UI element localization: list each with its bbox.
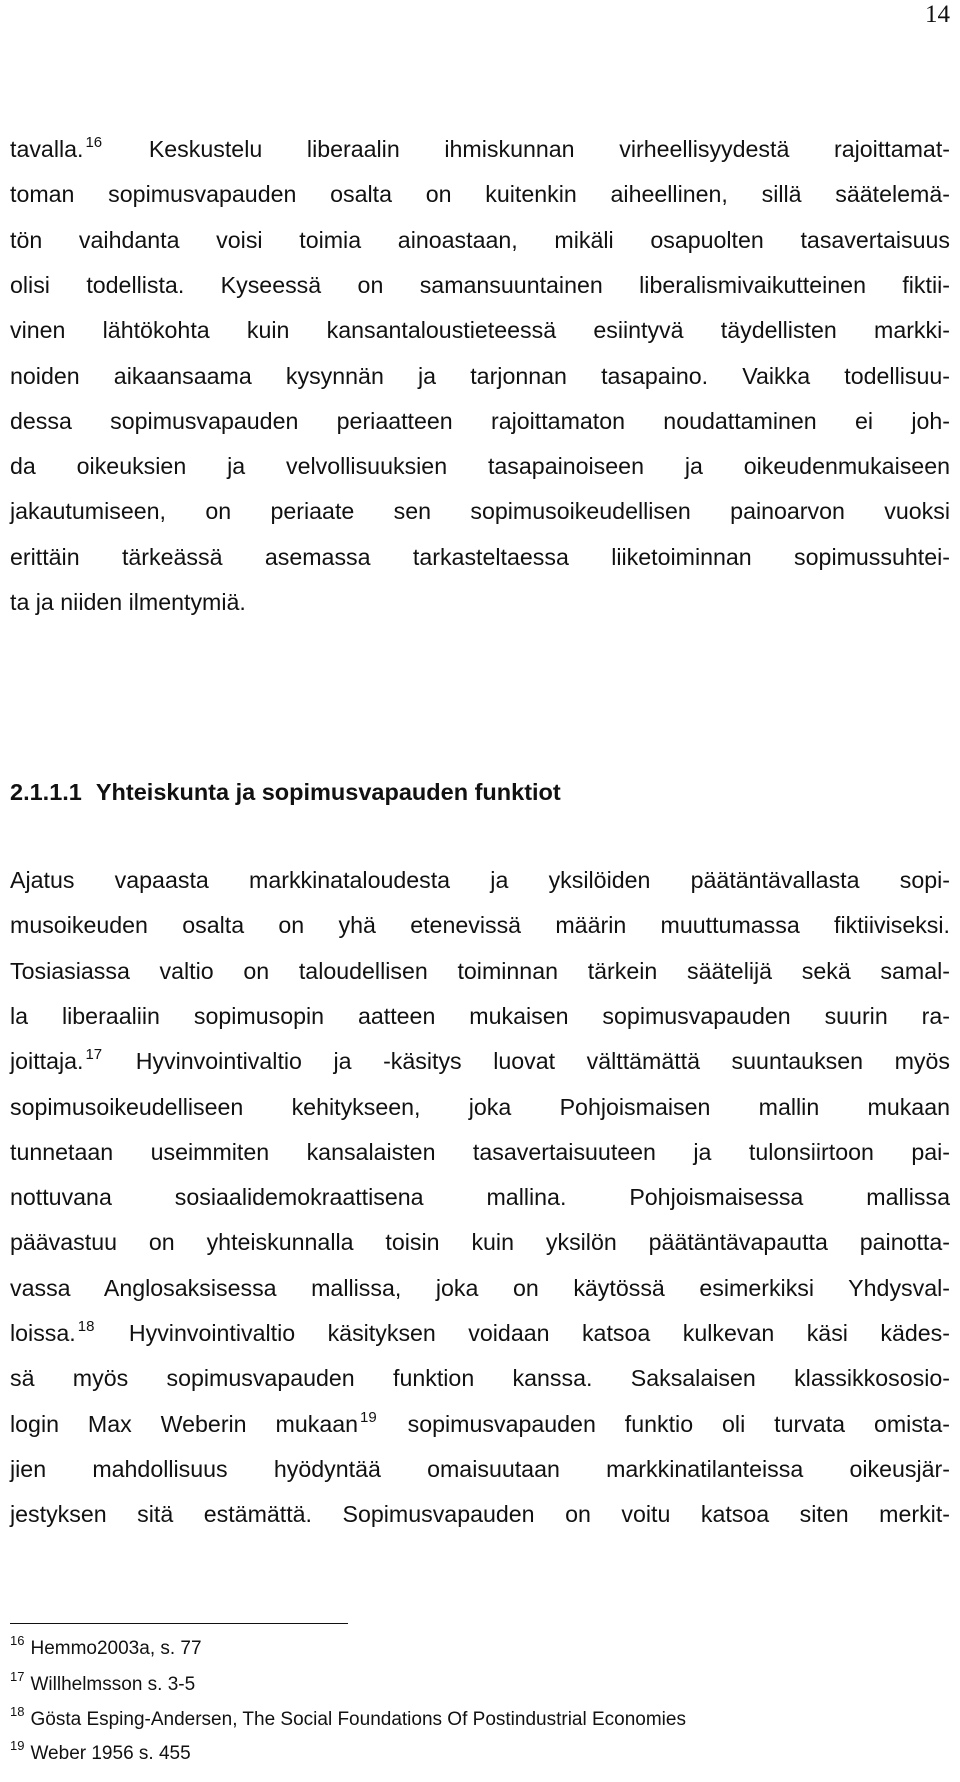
text-line: tunnetaan useimmiten kansalaisten tasavertaisuuteen ja tulonsiirtoon pai-: [10, 1138, 950, 1165]
line-text: login Max Weberin mukaan: [10, 1410, 359, 1437]
footnote-item: [10, 1704, 686, 1732]
footnote-number: 19: [10, 1738, 25, 1753]
text-line: vassa Anglosaksisessa mallissa, joka on käytössä esimerkiksi Yhdysval-: [10, 1274, 950, 1301]
text-line: [10, 1046, 950, 1076]
footnote-number: 17: [10, 1669, 25, 1684]
text-line: päävastuu on yhteiskunnalla toisin kuin yksilön päätäntävapautta painotta-: [10, 1229, 950, 1256]
line-text: sopimusvapauden funktio oli turvata omista-: [378, 1410, 950, 1437]
text-line: da oikeuksien ja velvollisuuksien tasapainoiseen ja oikeudenmukaiseen: [10, 453, 950, 480]
footnote-number: 18: [10, 1704, 25, 1719]
text-line: jakautumiseen, on periaate sen sopimusoikeudellisen painoarvon vuoksi: [10, 498, 950, 525]
text-line: [10, 1318, 950, 1348]
text-line: vinen lähtökohta kuin kansantaloustieteessä esiintyvä täydellisten markki-: [10, 317, 950, 344]
footnote-ref[interactable]: 18: [77, 1318, 95, 1335]
footnote-number: 16: [10, 1633, 25, 1648]
text-line: jien mahdollisuus hyödyntää omaisuutaan markkinatilanteissa oikeusjär-: [10, 1455, 950, 1482]
line-text: loissa.: [10, 1320, 76, 1346]
footnote-text: Gösta Esping-Andersen, The Social Foundations Of Postindustrial Economies: [30, 1709, 686, 1730]
footnote-item: [10, 1738, 191, 1766]
text-line: toman sopimusvapauden osalta on kuitenkin aiheellinen, sillä säätelemä-: [10, 181, 950, 208]
text-line: olisi todellista. Kyseessä on samansuuntainen liberalismivaikutteinen fiktii-: [10, 271, 950, 298]
text-line: erittäin tärkeässä asemassa tarkasteltaessa liiketoiminnan sopimussuhtei-: [10, 543, 950, 570]
footnote-text: Hemmo2003a, s. 77: [30, 1638, 202, 1659]
text-line: la liberaaliin sopimusopin aatteen mukaisen sopimusvapauden suurin ra-: [10, 1002, 950, 1029]
text-line: sä myös sopimusvapauden funktion kanssa. Saksalaisen klassikkososio-: [10, 1365, 950, 1392]
footnote-item: [10, 1633, 202, 1661]
section-title: Yhteiskunta ja sopimusvapauden funktiot: [95, 779, 561, 805]
line-text: Hyvinvointivaltio ja -käsitys luovat välttämättä suuntauksen myös: [104, 1048, 950, 1075]
footnote-ref[interactable]: 16: [85, 134, 103, 151]
text-line: [10, 134, 950, 164]
line-text: joittaja.: [10, 1048, 84, 1075]
text-line: nottuvana sosiaalidemokraattisena mallina. Pohjoismaisessa mallissa: [10, 1184, 950, 1211]
section-heading: [10, 777, 561, 807]
footnote-separator: [10, 1623, 348, 1624]
text-line: musoikeuden osalta on yhä etenevissä määrin muuttumassa fiktiiviseksi.: [10, 912, 950, 939]
line-text: tavalla.: [10, 136, 84, 162]
footnote-text: Willhelmsson s. 3-5: [30, 1674, 196, 1695]
footnote-text: Weber 1956 s. 455: [30, 1743, 191, 1764]
footnote-ref[interactable]: 19: [360, 1408, 377, 1426]
text-line: noiden aikaansaama kysynnän ja tarjonnan tasapaino. Vaikka todellisuu-: [10, 362, 950, 389]
text-line: ta ja niiden ilmentymiä.: [10, 589, 246, 615]
text-line: tön vaihdanta voisi toimia ainoastaan, mikäli osapuolten tasavertaisuus: [10, 226, 950, 253]
text-line: sopimusoikeudelliseen kehitykseen, joka Pohjoismaisen mallin mukaan: [10, 1093, 950, 1120]
text-line: Tosiasiassa valtio on taloudellisen toiminnan tärkein säätelijä sekä samal-: [10, 957, 950, 984]
text-line: jestyksen sitä estämättä. Sopimusvapauden on voitu katsoa siten merkit-: [10, 1501, 950, 1528]
line-text: Keskustelu liberaalin ihmiskunnan virheellisyydestä rajoittamat-: [104, 136, 950, 162]
footnote-ref[interactable]: 17: [85, 1046, 103, 1064]
text-line: [10, 1409, 950, 1439]
line-text: Hyvinvointivaltio käsityksen voidaan katsoa kulkevan käsi kädes-: [96, 1320, 950, 1346]
text-line: dessa sopimusvapauden periaatteen rajoittamaton noudattaminen ei joh-: [10, 407, 950, 434]
text-line: Ajatus vapaasta markkinataloudesta ja yksilöiden päätäntävallasta sopi-: [10, 867, 950, 893]
footnote-item: [10, 1669, 196, 1697]
section-number: 2.1.1.1: [10, 779, 82, 805]
page-number: 14: [925, 1, 950, 28]
